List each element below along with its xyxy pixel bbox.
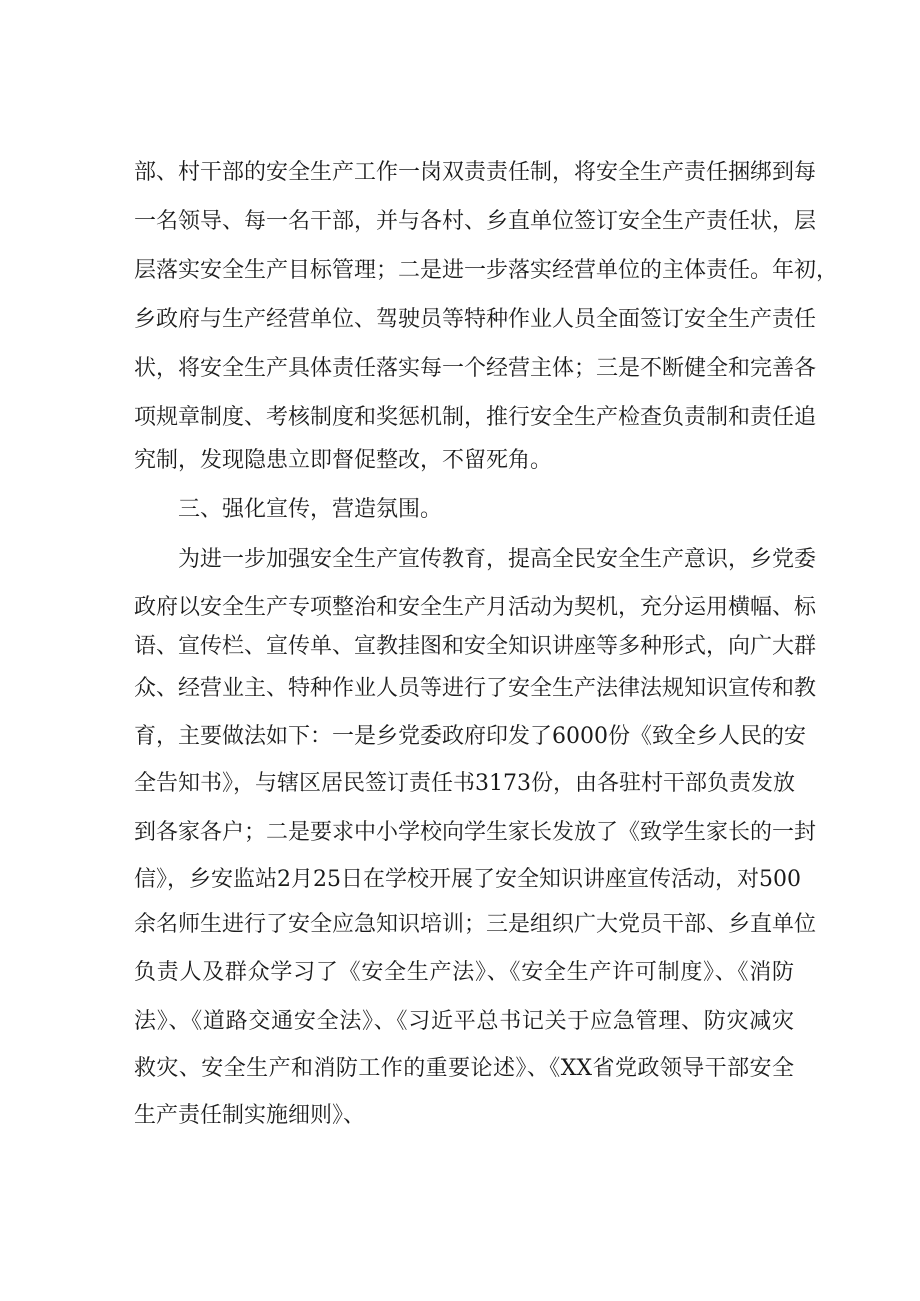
paragraph-line: 救灾、安全生产和消防工作的重要论述》、《XX省党政领导干部安全 — [134, 1056, 794, 1081]
paragraph-line: 为进一步加强安全生产宣传教育，提高全民安全生产意识，乡党委 — [178, 547, 817, 572]
paragraph-line: 负责人及群众学习了《安全生产法》、《安全生产许可制度》、《消防 — [134, 960, 794, 985]
paragraph-line: 项规章制度、考核制度和奖惩机制，推行安全生产检查负责制和责任追 — [134, 405, 817, 430]
paragraph-line: 余名师生进行了安全应急知识培训；三是组织广大党员干部、乡直单位 — [134, 912, 817, 937]
paragraph-line: 到各家各户；二是要求中小学校向学生家长发放了《致学生家长的一封 — [134, 820, 817, 845]
paragraph-line: 政府以安全生产专项整治和安全生产月活动为契机，充分运用横幅、标 — [134, 595, 817, 620]
paragraph-line: 层落实安全生产目标管理；二是进一步落实经营单位的主体责任。年初， — [134, 258, 839, 283]
paragraph-line: 生产责任制实施细则》、 — [134, 1103, 366, 1128]
paragraph-line: 一名领导、每一名干部，并与各村、乡直单位签订安全生产责任状，层 — [134, 209, 817, 234]
section-heading: 三、强化宣传，营造氛围。 — [178, 497, 443, 522]
paragraph-line: 全告知书》，与辖区居民签订责任书3173份，由各驻村干部负责发放 — [134, 771, 795, 796]
paragraph-line: 究制，发现隐患立即督促整改，不留死角。 — [134, 448, 553, 473]
paragraph-line: 部、村干部的安全生产工作一岗双责责任制，将安全生产责任捆绑到每 — [134, 160, 817, 185]
paragraph-line: 育，主要做法如下：一是乡党委政府印发了6000份《致全乡人民的安 — [134, 724, 806, 749]
paragraph-line: 乡政府与生产经营单位、驾驶员等特种作业人员全面签订安全生产责任 — [134, 307, 817, 332]
paragraph-line: 法》、《道路交通安全法》、《习近平总书记关于应急管理、防灾减灾 — [134, 1009, 794, 1034]
paragraph-line: 信》，乡安监站2月25日在学校开展了安全知识讲座宣传活动，对500 — [134, 867, 801, 892]
paragraph-line: 众、经营业主、特种作业人员等进行了安全生产法律法规知识宣传和教 — [134, 676, 817, 701]
paragraph-line: 状，将安全生产具体责任落实每一个经营主体；三是不断健全和完善各 — [134, 356, 817, 381]
paragraph-line: 语、宣传栏、宣传单、宣教挂图和安全知识讲座等多种形式，向广大群 — [134, 634, 817, 659]
